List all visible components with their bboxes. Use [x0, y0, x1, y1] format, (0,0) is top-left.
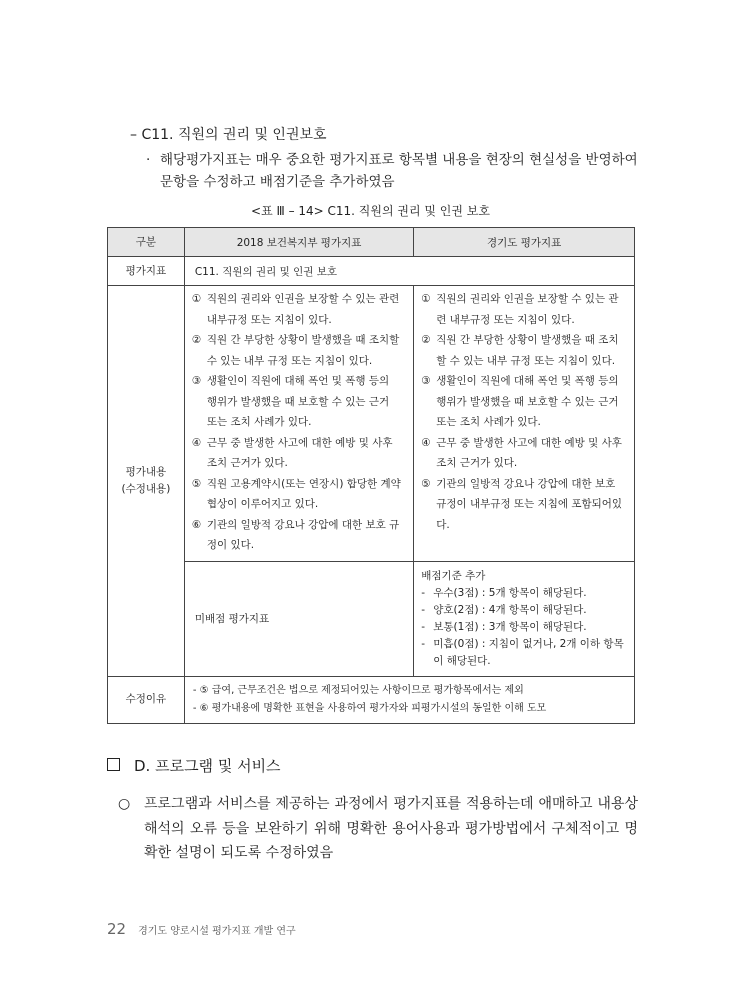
page-number: 22 [107, 920, 127, 938]
item-number: ④ [191, 436, 202, 449]
score-item [421, 636, 625, 670]
right-list-item [421, 474, 623, 536]
item-number: - [421, 586, 426, 599]
right-list-item [421, 289, 623, 330]
content-left-list [186, 287, 412, 560]
item-text: 생활인이 직원에 대해 폭언 및 폭행 등의 행위가 발생했을 때 보호할 수 있는 근거 또는 조치 사례가 있다. [436, 375, 619, 428]
page-footer [107, 920, 296, 938]
item-number: ⑤ [191, 477, 202, 490]
left-list-item [192, 371, 402, 433]
left-list-item [192, 330, 402, 371]
reason-label: 수정이유 [108, 676, 185, 723]
subsection-heading: – C11. 직원의 권리 및 인권보호 [130, 127, 327, 143]
score-list [421, 585, 625, 670]
item-text: 직원 간 부당한 상황이 발생했을 때 조치할 수 있는 내부 규정 또는 지침이 있다. [436, 334, 619, 367]
checkbox-square-icon [107, 758, 120, 771]
indicator-value: C11. 직원의 권리 및 인권 보호 [184, 257, 634, 286]
item-text: 직원의 권리와 인권을 보장할 수 있는 관련 내부규정 또는 지침이 있다. [206, 293, 400, 326]
item-number: ① [421, 293, 431, 305]
bullet-mark: · [146, 152, 151, 168]
item-number: ⑤ [421, 477, 431, 490]
content-left-cell [184, 286, 413, 562]
item-text: 미흡(0점) : 지침이 없거나, 2개 이하 항목이 해당된다. [433, 637, 624, 667]
score-row [108, 561, 635, 676]
section-title: D. 프로그램 및 서비스 [134, 757, 281, 775]
item-text: 근무 중 발생한 사고에 대한 예방 및 사후 조치 근거가 있다. [206, 436, 393, 469]
content-right-cell [414, 286, 635, 562]
score-cell [414, 561, 635, 676]
item-text: 우수(3점) : 5개 항목이 해당된다. [433, 586, 587, 599]
item-text: 양호(2점) : 4개 항목이 해당된다. [433, 603, 587, 616]
score-item [421, 619, 625, 636]
footer-title: 경기도 양로시설 평가지표 개발 연구 [138, 926, 296, 937]
indicator-row [108, 257, 635, 286]
bullet-text: 해당평가지표는 매우 중요한 평가지표로 항목별 내용을 현장의 현실성을 반영하여 문항을 수정하고 배점기준을 추가하였음 [160, 152, 638, 190]
comparison-table [107, 227, 635, 724]
reason-cell [184, 676, 634, 723]
reason-row [108, 676, 635, 723]
section-paragraph [118, 792, 638, 866]
bullet-paragraph [146, 149, 646, 193]
table-caption: <표 Ⅲ – 14> C11. 직원의 권리 및 인권 보호 [251, 204, 490, 218]
header-category: 구분 [108, 228, 185, 257]
left-list-item [192, 474, 402, 515]
section-heading [107, 755, 281, 776]
reason-line: - ⑤ 급여, 근무조건은 법으로 제정되어있는 사항이므로 평가항목에서는 제외 [192, 684, 524, 696]
unscored-label: 미배점 평가지표 [184, 561, 413, 676]
paragraph-text: 프로그램과 서비스를 제공하는 과정에서 평가지표를 적용하는데 애매하고 내용상 해석의 오류 등을 보완하기 위해 명확한 용어사용과 평가방법에서 구체적이고 명확한 설명이 되도록 수정하였음 [144, 796, 638, 861]
item-number: ② [191, 334, 202, 346]
table-header-row [108, 228, 635, 257]
item-number: ③ [421, 375, 431, 387]
right-list-item [421, 330, 623, 371]
item-number: ② [421, 334, 431, 346]
item-number: ④ [421, 436, 431, 449]
right-list-item [421, 433, 623, 474]
left-list-item [192, 433, 402, 474]
content-right-list [415, 287, 633, 539]
score-item [421, 585, 625, 602]
left-list-item [192, 289, 402, 330]
score-title: 배점기준 추가 [421, 569, 486, 582]
item-text: 기관의 일방적 강요나 강압에 대한 보호 규정이 있다. [206, 518, 400, 551]
left-list-item [192, 515, 402, 556]
indicator-label: 평가지표 [108, 257, 185, 286]
reason-line: - ⑥ 평가내용에 명확한 표현을 사용하여 평가자와 피평가시설의 동일한 이해 도모 [192, 702, 547, 714]
circle-bullet-icon: ○ [118, 796, 131, 812]
item-number: - [421, 620, 426, 633]
content-row [108, 286, 635, 562]
header-gyeonggi: 경기도 평가지표 [414, 228, 635, 257]
item-text: 기관의 일방적 강요나 강압에 대한 보호 규정이 내부규정 또는 지침에 포함되어있다. [436, 477, 623, 531]
item-number: ③ [191, 375, 202, 387]
item-text: 보통(1점) : 3개 항목이 해당된다. [433, 620, 587, 633]
score-criteria [415, 563, 633, 674]
header-2018: 2018 보건복지부 평가지표 [184, 228, 413, 257]
item-text: 직원 간 부당한 상황이 발생했을 때 조치할 수 있는 내부 규정 또는 지침이 있다. [206, 334, 400, 367]
item-number: ⑥ [191, 518, 202, 531]
item-text: 직원의 권리와 인권을 보장할 수 있는 관련 내부규정 또는 지침이 있다. [436, 293, 619, 326]
item-number: - [421, 637, 426, 650]
content-label: 평가내용 (수정내용) [108, 286, 185, 677]
item-number: ① [191, 293, 202, 305]
item-number: - [421, 603, 426, 616]
item-text: 생활인이 직원에 대해 폭언 및 폭행 등의 행위가 발생했을 때 보호할 수 있는 근거 또는 조치 사례가 있다. [206, 375, 390, 428]
right-list-item [421, 371, 623, 433]
item-text: 근무 중 발생한 사고에 대한 예방 및 사후 조치 근거가 있다. [436, 436, 622, 469]
score-item [421, 602, 625, 619]
item-text: 직원 고용계약시(또는 연장시) 합당한 계약 협상이 이루어지고 있다. [206, 477, 401, 510]
